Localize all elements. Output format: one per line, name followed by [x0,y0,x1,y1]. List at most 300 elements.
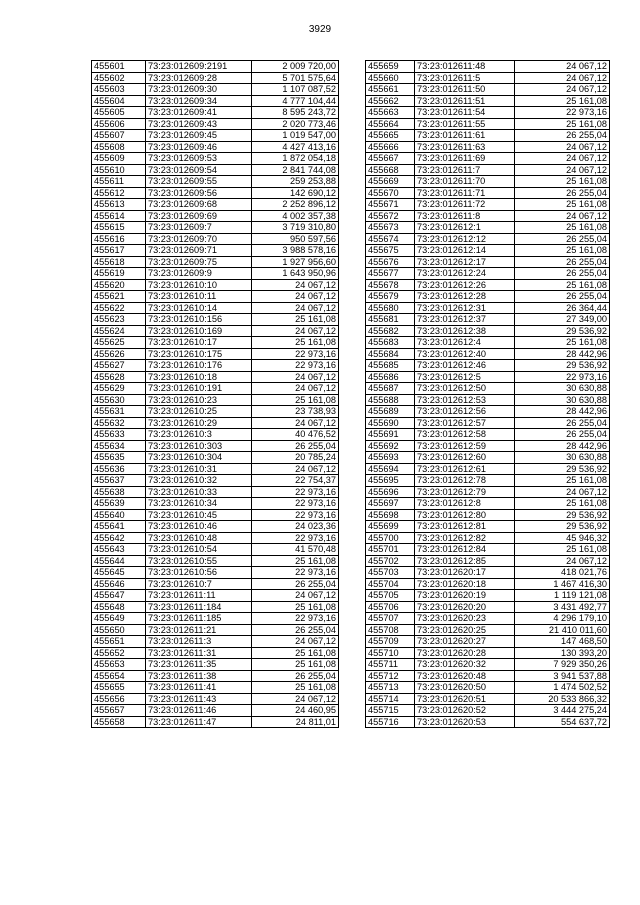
cadastral-number-cell: 73:23:012611:21 [146,624,252,636]
value-cell: 25 161,08 [252,601,339,613]
row-number-cell: 455632 [92,417,146,429]
cadastral-number-cell: 73:23:012610:54 [146,544,252,556]
cadastral-number-cell: 73:23:012609:43 [146,118,252,130]
row-number-cell: 455609 [92,153,146,165]
row-number-cell: 455686 [366,371,415,383]
value-cell: 24 067,12 [252,279,339,291]
row-number-cell: 455678 [366,279,415,291]
table-row [92,107,339,119]
row-number-cell: 455601 [92,61,146,73]
table-row [366,521,610,533]
row-number-cell: 455641 [92,521,146,533]
row-number-cell: 455662 [366,95,415,107]
table-row [366,601,610,613]
cadastral-number-cell: 73:23:012620:48 [415,670,515,682]
row-number-cell: 455645 [92,567,146,579]
cadastral-number-cell: 73:23:012611:5 [415,72,515,84]
cadastral-number-cell: 73:23:012612:84 [415,544,515,556]
table-row [92,417,339,429]
table-row [92,199,339,211]
row-number-cell: 455696 [366,486,415,498]
table-row [366,716,610,728]
table-row [366,406,610,418]
row-number-cell: 455649 [92,613,146,625]
row-number-cell: 455669 [366,176,415,188]
row-number-cell: 455708 [366,624,415,636]
row-number-cell: 455621 [92,291,146,303]
value-cell: 30 630,88 [515,394,610,406]
row-number-cell: 455626 [92,348,146,360]
value-cell: 29 536,92 [515,463,610,475]
value-cell: 1 107 087,52 [252,84,339,96]
value-cell: 26 255,04 [252,624,339,636]
cadastral-number-cell: 73:23:012611:11 [146,590,252,602]
cadastral-number-cell: 73:23:012612:5 [415,371,515,383]
row-number-cell: 455671 [366,199,415,211]
table-row [92,452,339,464]
cadastral-number-cell: 73:23:012609:34 [146,95,252,107]
row-number-cell: 455619 [92,268,146,280]
cadastral-number-cell: 73:23:012611:48 [415,61,515,73]
value-cell: 3 941 537,88 [515,670,610,682]
row-number-cell: 455658 [92,716,146,728]
value-cell: 24 067,12 [252,302,339,314]
value-cell: 25 161,08 [252,682,339,694]
table-row [366,463,610,475]
cadastral-number-cell: 73:23:012609:75 [146,256,252,268]
cadastral-number-cell: 73:23:012611:70 [415,176,515,188]
table-row [92,486,339,498]
row-number-cell: 455704 [366,578,415,590]
cadastral-number-cell: 73:23:012612:56 [415,406,515,418]
table-row [92,84,339,96]
cadastral-number-cell: 73:23:012610:303 [146,440,252,452]
value-cell: 22 973,16 [515,371,610,383]
row-number-cell: 455643 [92,544,146,556]
table-row [92,590,339,602]
value-cell: 24 067,12 [515,141,610,153]
table-row [366,314,610,326]
row-number-cell: 455615 [92,222,146,234]
table-row [366,164,610,176]
value-cell: 26 255,04 [252,670,339,682]
row-number-cell: 455629 [92,383,146,395]
cadastral-number-cell: 73:23:012609:53 [146,153,252,165]
cadastral-number-cell: 73:23:012612:57 [415,417,515,429]
cadastral-number-cell: 73:23:012612:53 [415,394,515,406]
table-row [366,509,610,521]
row-number-cell: 455654 [92,670,146,682]
value-cell: 26 255,04 [515,417,610,429]
cadastral-number-cell: 73:23:012610:48 [146,532,252,544]
row-number-cell: 455606 [92,118,146,130]
row-number-cell: 455716 [366,716,415,728]
row-number-cell: 455648 [92,601,146,613]
value-cell: 29 536,92 [515,325,610,337]
cadastral-number-cell: 73:23:012610:55 [146,555,252,567]
value-cell: 41 570,48 [252,544,339,556]
value-cell: 40 476,52 [252,429,339,441]
table-row [366,475,610,487]
cadastral-number-cell: 73:23:012611:51 [415,95,515,107]
value-cell: 24 067,12 [252,291,339,303]
table-row [366,107,610,119]
cadastral-number-cell: 73:23:012611:46 [146,705,252,717]
row-number-cell: 455630 [92,394,146,406]
table-row [92,567,339,579]
cadastral-number-cell: 73:23:012610:29 [146,417,252,429]
table-row [366,360,610,372]
row-number-cell: 455611 [92,176,146,188]
cadastral-number-cell: 73:23:012610:10 [146,279,252,291]
table-row [92,682,339,694]
value-cell: 1 643 950,96 [252,268,339,280]
cadastral-number-cell: 73:23:012610:176 [146,360,252,372]
table-row [366,348,610,360]
row-number-cell: 455625 [92,337,146,349]
value-cell: 26 255,04 [515,291,610,303]
row-number-cell: 455624 [92,325,146,337]
cadastral-number-cell: 73:23:012609:9 [146,268,252,280]
value-cell: 1 119 121,08 [515,590,610,602]
value-cell: 24 067,12 [252,371,339,383]
cadastral-number-cell: 73:23:012620:51 [415,693,515,705]
table-row [92,475,339,487]
cadastral-number-cell: 73:23:012612:59 [415,440,515,452]
row-number-cell: 455682 [366,325,415,337]
table-row [92,544,339,556]
value-cell: 25 161,08 [252,337,339,349]
table-row [92,291,339,303]
value-cell: 1 019 547,00 [252,130,339,142]
table-row [92,670,339,682]
cadastral-number-cell: 73:23:012612:80 [415,509,515,521]
cadastral-number-cell: 73:23:012610:11 [146,291,252,303]
value-cell: 24 023,36 [252,521,339,533]
value-cell: 22 973,16 [252,613,339,625]
row-number-cell: 455675 [366,245,415,257]
table-row [366,578,610,590]
value-cell: 2 841 744,08 [252,164,339,176]
table-row [366,613,610,625]
table-row [92,394,339,406]
table-row [366,118,610,130]
table-row [92,498,339,510]
table-row [366,693,610,705]
table-row [366,325,610,337]
cadastral-number-cell: 73:23:012612:8 [415,498,515,510]
table-row [366,682,610,694]
value-cell: 24 067,12 [515,164,610,176]
left-table-body [92,61,339,728]
cadastral-number-cell: 73:23:012620:53 [415,716,515,728]
cadastral-number-cell: 73:23:012609:7 [146,222,252,234]
cadastral-number-cell: 73:23:012610:7 [146,578,252,590]
row-number-cell: 455667 [366,153,415,165]
row-number-cell: 455614 [92,210,146,222]
row-number-cell: 455653 [92,659,146,671]
cadastral-number-cell: 73:23:012610:14 [146,302,252,314]
value-cell: 7 929 350,26 [515,659,610,671]
table-row [366,567,610,579]
value-cell: 24 811,01 [252,716,339,728]
cadastral-number-cell: 73:23:012612:50 [415,383,515,395]
value-cell: 1 467 416,30 [515,578,610,590]
row-number-cell: 455703 [366,567,415,579]
row-number-cell: 455635 [92,452,146,464]
value-cell: 28 442,96 [515,440,610,452]
table-row [366,222,610,234]
value-cell: 20 785,24 [252,452,339,464]
value-cell: 24 067,12 [252,636,339,648]
row-number-cell: 455637 [92,475,146,487]
cadastral-number-cell: 73:23:012610:56 [146,567,252,579]
value-cell: 24 067,12 [252,693,339,705]
cadastral-number-cell: 73:23:012620:27 [415,636,515,648]
value-cell: 24 067,12 [252,417,339,429]
table-row [366,95,610,107]
row-number-cell: 455656 [92,693,146,705]
table-row [366,141,610,153]
cadastral-number-cell: 73:23:012610:45 [146,509,252,521]
cadastral-number-cell: 73:23:012612:58 [415,429,515,441]
value-cell: 25 161,08 [252,647,339,659]
row-number-cell: 455714 [366,693,415,705]
value-cell: 25 161,08 [252,555,339,567]
row-number-cell: 455699 [366,521,415,533]
row-number-cell: 455689 [366,406,415,418]
value-cell: 26 255,04 [515,130,610,142]
cadastral-number-cell: 73:23:012620:52 [415,705,515,717]
table-row [92,95,339,107]
row-number-cell: 455638 [92,486,146,498]
value-cell: 3 444 275,24 [515,705,610,717]
cadastral-number-cell: 73:23:012610:32 [146,475,252,487]
cadastral-number-cell: 73:23:012612:82 [415,532,515,544]
table-row [366,245,610,257]
value-cell: 3 431 492,77 [515,601,610,613]
table-row [366,544,610,556]
value-cell: 28 442,96 [515,348,610,360]
cadastral-number-cell: 73:23:012609:71 [146,245,252,257]
value-cell: 25 161,08 [515,498,610,510]
value-cell: 5 701 575,64 [252,72,339,84]
row-number-cell: 455633 [92,429,146,441]
table-row [92,716,339,728]
table-row [366,268,610,280]
table-row [92,279,339,291]
table-row [92,659,339,671]
value-cell: 25 161,08 [515,245,610,257]
cadastral-number-cell: 73:23:012609:54 [146,164,252,176]
row-number-cell: 455702 [366,555,415,567]
row-number-cell: 455616 [92,233,146,245]
cadastral-number-cell: 73:23:012620:20 [415,601,515,613]
table-row [92,440,339,452]
table-row [366,291,610,303]
value-cell: 25 161,08 [515,176,610,188]
row-number-cell: 455604 [92,95,146,107]
value-cell: 554 637,72 [515,716,610,728]
cadastral-number-cell: 73:23:012610:156 [146,314,252,326]
table-row [92,383,339,395]
value-cell: 20 533 866,32 [515,693,610,705]
table-row [92,325,339,337]
row-number-cell: 455622 [92,302,146,314]
row-number-cell: 455618 [92,256,146,268]
cadastral-number-cell: 73:23:012611:185 [146,613,252,625]
value-cell: 25 161,08 [515,222,610,234]
table-row [92,647,339,659]
table-row [366,486,610,498]
table-row [92,624,339,636]
table-row [366,670,610,682]
value-cell: 22 973,16 [252,348,339,360]
cadastral-number-cell: 73:23:012620:50 [415,682,515,694]
value-cell: 4 427 413,16 [252,141,339,153]
value-cell: 4 002 357,38 [252,210,339,222]
cadastral-number-cell: 73:23:012612:14 [415,245,515,257]
row-number-cell: 455623 [92,314,146,326]
table-row [92,509,339,521]
cadastral-number-cell: 73:23:012612:81 [415,521,515,533]
row-number-cell: 455602 [92,72,146,84]
row-number-cell: 455672 [366,210,415,222]
cadastral-number-cell: 73:23:012610:25 [146,406,252,418]
row-number-cell: 455631 [92,406,146,418]
value-cell: 22 754,37 [252,475,339,487]
row-number-cell: 455687 [366,383,415,395]
cadastral-number-cell: 73:23:012611:38 [146,670,252,682]
value-cell: 950 597,56 [252,233,339,245]
table-row [92,613,339,625]
value-cell: 26 255,04 [252,440,339,452]
row-number-cell: 455673 [366,222,415,234]
row-number-cell: 455688 [366,394,415,406]
cadastral-number-cell: 73:23:012612:4 [415,337,515,349]
row-number-cell: 455691 [366,429,415,441]
table-row [366,337,610,349]
table-row [92,61,339,73]
table-row [366,555,610,567]
table-row [92,578,339,590]
row-number-cell: 455690 [366,417,415,429]
value-cell: 22 973,16 [252,532,339,544]
table-row [366,636,610,648]
table-row [92,233,339,245]
table-row [366,417,610,429]
cadastral-number-cell: 73:23:012611:50 [415,84,515,96]
row-number-cell: 455640 [92,509,146,521]
row-number-cell: 455712 [366,670,415,682]
table-row [92,693,339,705]
table-row [366,210,610,222]
value-cell: 22 973,16 [252,498,339,510]
value-cell: 26 255,04 [515,256,610,268]
table-row [92,256,339,268]
table-row [92,314,339,326]
table-row [92,532,339,544]
row-number-cell: 455610 [92,164,146,176]
row-number-cell: 455605 [92,107,146,119]
value-cell: 22 973,16 [252,360,339,372]
cadastral-number-cell: 73:23:012610:46 [146,521,252,533]
table-row [366,153,610,165]
cadastral-number-cell: 73:23:012611:54 [415,107,515,119]
row-number-cell: 455681 [366,314,415,326]
cadastral-number-cell: 73:23:012609:2191 [146,61,252,73]
row-number-cell: 455668 [366,164,415,176]
value-cell: 24 067,12 [515,61,610,73]
table-row [92,337,339,349]
cadastral-number-cell: 73:23:012611:43 [146,693,252,705]
row-number-cell: 455683 [366,337,415,349]
table-row [366,199,610,211]
cadastral-number-cell: 73:23:012620:28 [415,647,515,659]
value-cell: 2 009 720,00 [252,61,339,73]
row-number-cell: 455659 [366,61,415,73]
cadastral-number-cell: 73:23:012612:79 [415,486,515,498]
row-number-cell: 455706 [366,601,415,613]
row-number-cell: 455698 [366,509,415,521]
table-row [92,210,339,222]
row-number-cell: 455647 [92,590,146,602]
table-row [366,61,610,73]
cadastral-number-cell: 73:23:012620:32 [415,659,515,671]
table-row [366,279,610,291]
table-row [92,371,339,383]
table-row [92,348,339,360]
row-number-cell: 455715 [366,705,415,717]
table-row [92,360,339,372]
row-number-cell: 455607 [92,130,146,142]
value-cell: 25 161,08 [252,394,339,406]
value-cell: 24 067,12 [515,555,610,567]
cadastral-number-cell: 73:23:012610:31 [146,463,252,475]
value-cell: 45 946,32 [515,532,610,544]
row-number-cell: 455666 [366,141,415,153]
row-number-cell: 455664 [366,118,415,130]
value-cell: 25 161,08 [252,314,339,326]
cadastral-number-cell: 73:23:012611:61 [415,130,515,142]
row-number-cell: 455670 [366,187,415,199]
cadastral-number-cell: 73:23:012612:17 [415,256,515,268]
row-number-cell: 455617 [92,245,146,257]
value-cell: 147 468,50 [515,636,610,648]
table-row [92,130,339,142]
cadastral-number-cell: 73:23:012612:26 [415,279,515,291]
value-cell: 24 067,12 [252,463,339,475]
cadastral-number-cell: 73:23:012611:41 [146,682,252,694]
value-cell: 2 252 896,12 [252,199,339,211]
table-row [92,463,339,475]
value-cell: 30 630,88 [515,452,610,464]
cadastral-number-cell: 73:23:012612:37 [415,314,515,326]
value-cell: 4 777 104,44 [252,95,339,107]
value-cell: 23 738,93 [252,406,339,418]
table-row [366,452,610,464]
row-number-cell: 455639 [92,498,146,510]
row-number-cell: 455652 [92,647,146,659]
row-number-cell: 455627 [92,360,146,372]
row-number-cell: 455677 [366,268,415,280]
cadastral-number-cell: 73:23:012610:33 [146,486,252,498]
cadastral-number-cell: 73:23:012610:191 [146,383,252,395]
value-cell: 24 067,12 [515,486,610,498]
table-row [366,371,610,383]
value-cell: 24 067,12 [252,325,339,337]
row-number-cell: 455693 [366,452,415,464]
